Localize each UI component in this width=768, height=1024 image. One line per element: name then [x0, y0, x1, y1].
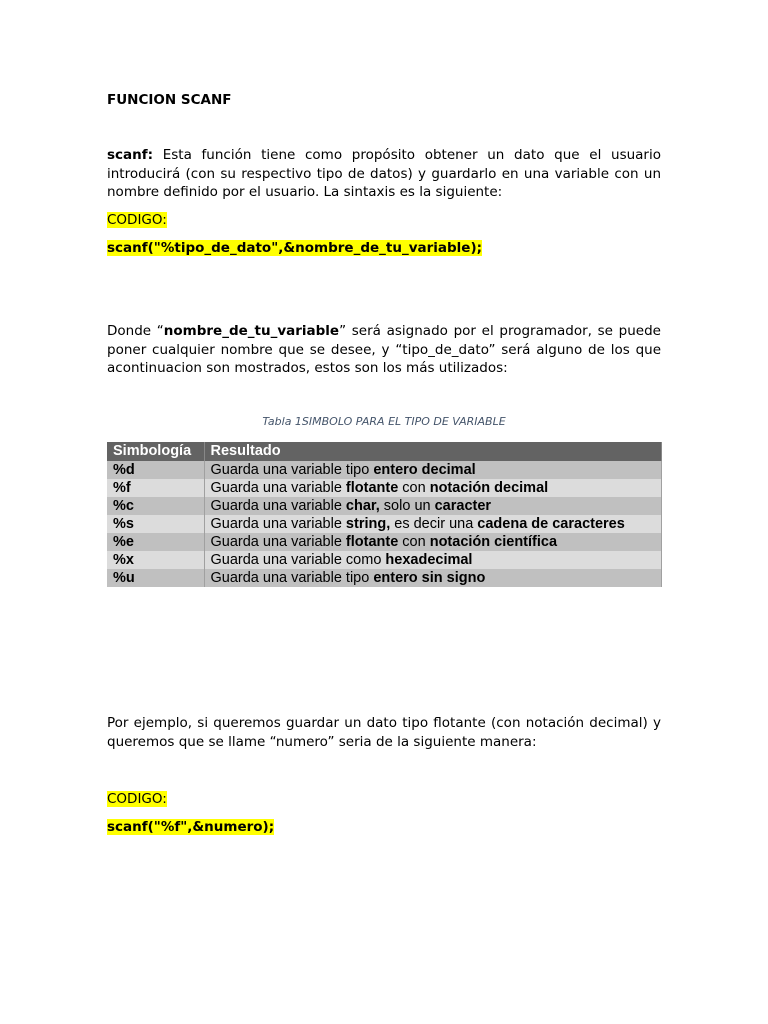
code-label-1 — [107, 211, 167, 229]
result-cell — [204, 533, 661, 551]
code-label-2 — [107, 790, 167, 808]
result-cell — [204, 515, 661, 533]
table-row — [107, 551, 661, 569]
result-text: solo un — [379, 498, 435, 514]
result-bold-text: flotante — [345, 534, 399, 550]
intro-text: Esta función tiene como propósito obtener un dato que el usuario introducirá (con su respectivo tipo de datos) y guardarlo en una variable con un nombre definido por el usuario. La sintaxis es la siguiente: — [107, 147, 661, 200]
result-text: Guarda una variable como — [210, 552, 386, 568]
result-bold-text: hexadecimal — [385, 552, 473, 568]
table-row — [107, 497, 661, 515]
result-bold-text: entero sin signo — [373, 570, 486, 586]
code-line-2 — [107, 818, 274, 836]
result-bold-text: entero decimal — [373, 462, 476, 478]
symbol-cell: %u — [107, 569, 204, 587]
result-text: con — [398, 534, 430, 550]
symbol-cell: %d — [107, 461, 204, 479]
explanation-part1: Donde “ — [107, 323, 164, 339]
result-bold-text: notación decimal — [429, 480, 549, 496]
symbol-table — [107, 442, 662, 587]
result-text: Guarda una variable tipo — [210, 570, 374, 586]
symbol-cell: %e — [107, 533, 204, 551]
code-label-2-text: CODIGO: — [107, 791, 167, 807]
table-row — [107, 479, 661, 497]
result-text: Guarda una variable — [210, 516, 346, 532]
result-bold-text: string, — [345, 516, 391, 532]
result-bold-text: flotante — [345, 480, 399, 496]
symbol-cell: %f — [107, 479, 204, 497]
table-row — [107, 533, 661, 551]
table-row — [107, 569, 661, 587]
result-text: Guarda una variable — [210, 498, 346, 514]
result-bold-text: caracter — [434, 498, 492, 514]
table-row — [107, 515, 661, 533]
document-page — [107, 0, 661, 1024]
scanf-term: scanf: — [107, 147, 154, 163]
result-text: Guarda una variable — [210, 480, 346, 496]
result-bold-text: cadena de caracteres — [477, 516, 625, 532]
code-line-1-text: scanf("%tipo_de_dato",&nombre_de_tu_variable); — [107, 240, 483, 256]
result-cell — [204, 569, 661, 587]
table-header-row — [107, 442, 661, 461]
code-line-1 — [107, 239, 482, 257]
table-caption: Tabla 1SIMBOLO PARA EL TIPO DE VARIABLE — [262, 415, 506, 428]
result-bold-text: notación científica — [429, 534, 558, 550]
result-cell — [204, 551, 661, 569]
result-cell — [204, 461, 661, 479]
result-text: con — [398, 480, 430, 496]
table-body — [107, 461, 661, 587]
code-line-2-text: scanf("%f",&numero); — [107, 819, 275, 835]
result-cell — [204, 479, 661, 497]
header-resultado: Resultado — [204, 442, 661, 461]
result-text: es decir una — [390, 516, 478, 532]
symbol-cell: %c — [107, 497, 204, 515]
intro-paragraph — [107, 146, 661, 202]
header-simbologia: Simbología — [107, 442, 204, 461]
explanation-part2: ” será asignado por el programador, se puede poner cualquier nombre que se desee, y “tipo_de_dato” será alguno de los que acontinuacion son mostrados, estos son los más utilizados: — [107, 323, 661, 376]
explanation-paragraph — [107, 322, 661, 378]
table-row — [107, 461, 661, 479]
result-bold-text: char, — [345, 498, 380, 514]
result-text: Guarda una variable tipo — [210, 462, 374, 478]
document-title: FUNCION SCANF — [107, 92, 232, 108]
variable-name-term: nombre_de_tu_variable — [163, 323, 340, 339]
symbol-cell: %s — [107, 515, 204, 533]
example-paragraph: Por ejemplo, si queremos guardar un dato tipo flotante (con notación decimal) y queremos que se llame “numero” seria de la siguiente manera: — [107, 715, 661, 750]
symbol-cell: %x — [107, 551, 204, 569]
code-label-1-text: CODIGO: — [107, 212, 167, 228]
result-text: Guarda una variable — [210, 534, 346, 550]
result-cell — [204, 497, 661, 515]
